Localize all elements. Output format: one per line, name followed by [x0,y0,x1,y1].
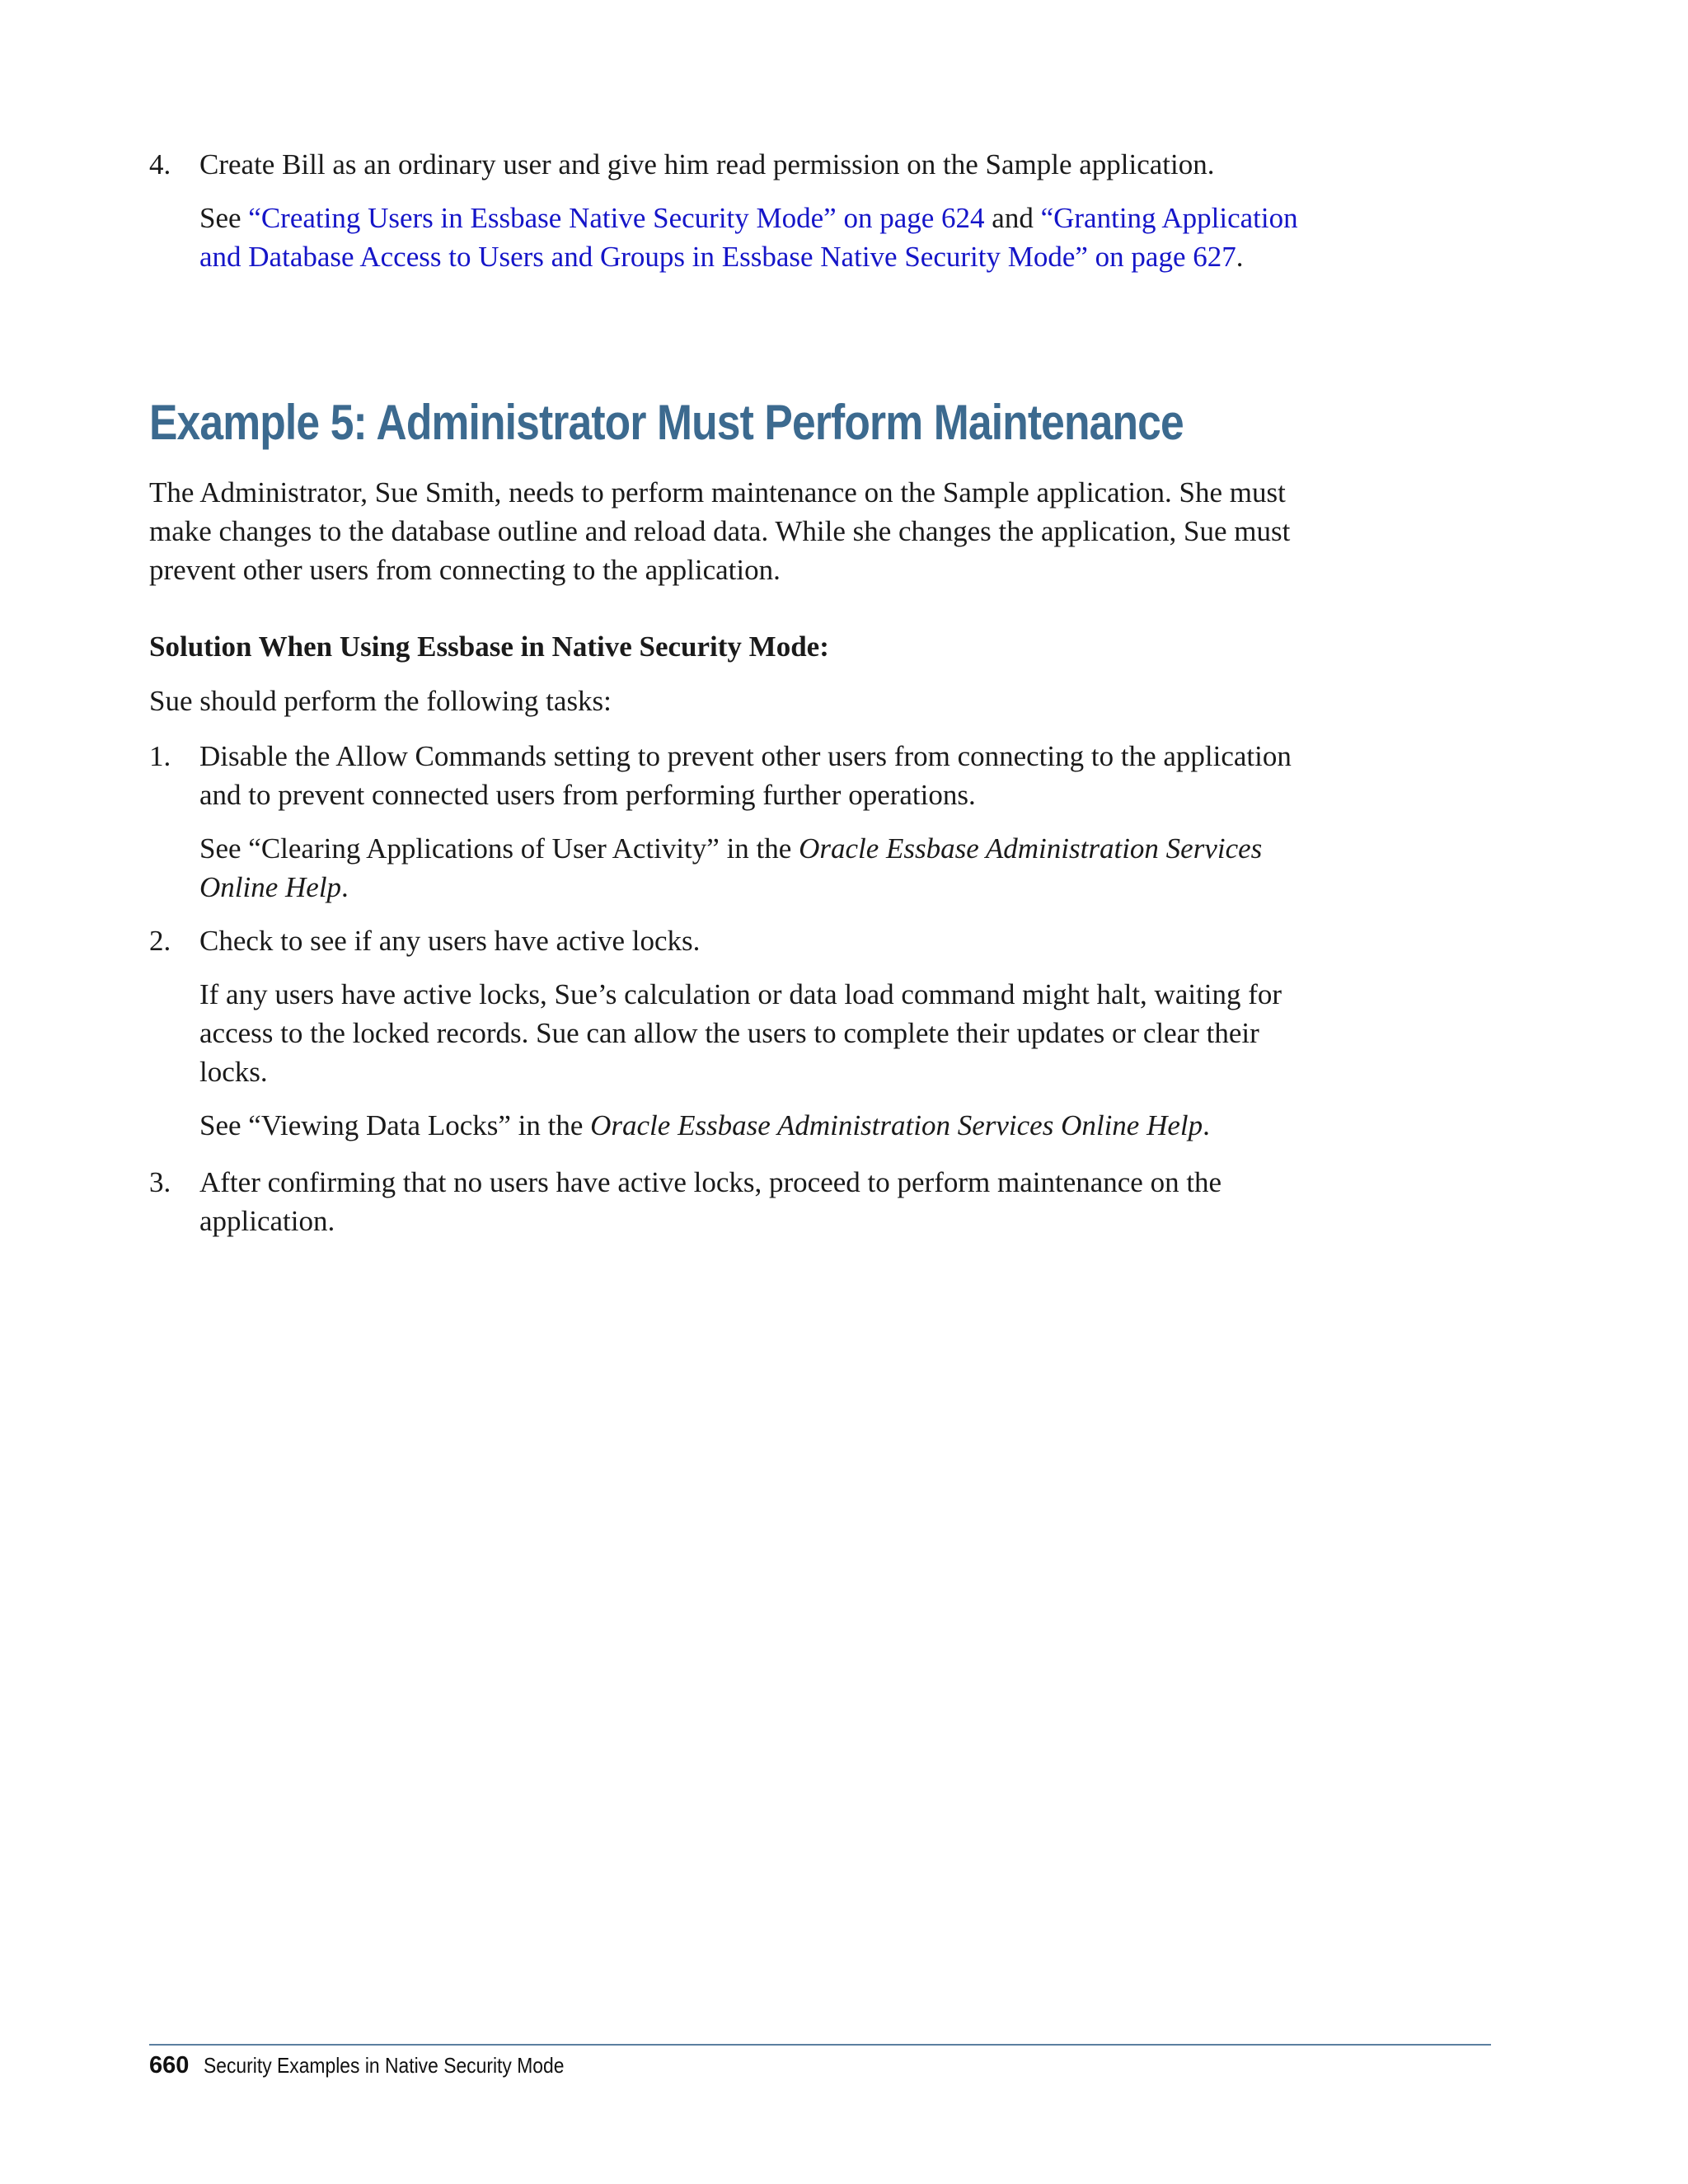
intro-block [149,473,1303,589]
step-number: 2. [149,925,171,957]
see-prefix: See “Clearing Applications of User Activity” in the [199,832,799,865]
tasks-intro: Sue should perform the following tasks: [149,685,612,717]
page-footer [149,2052,613,2079]
step-text: Create Bill as an ordinary user and give him read permission on the Sample application. [199,148,1215,180]
step-text: Disable the Allow Commands setting to prevent other users from connecting to the application and to prevent connected users from performing further operations. [199,740,1292,811]
see-italic: Oracle Essbase Administration Services Online Help [199,832,1263,903]
step-number: 1. [149,740,171,772]
step-4 [149,145,1303,276]
footer-divider [149,2044,1491,2046]
step-see-links [149,199,1303,276]
link-granting-access[interactable]: “Granting Application and Database Access to Users and Groups in Essbase Native Security Mode” on page 627 [199,202,1298,273]
step-text: Check to see if any users have active locks. [199,925,701,957]
page-number: 660 [149,2052,190,2079]
tasks-intro-block [149,682,1303,720]
see-prefix: See “Viewing Data Locks” in the [199,1109,591,1141]
step-see [149,829,1303,907]
section-heading-wrap [149,394,1303,452]
step-number: 3. [149,1166,171,1198]
link-creating-users[interactable]: “Creating Users in Essbase Native Security Mode” on page 624 [248,202,985,234]
intro-paragraph: The Administrator, Sue Smith, needs to perform maintenance on the Sample application. She must make changes to the database outline and reload data. While she changes the application, Sue must prevent other users from connecting to the application. [149,476,1291,586]
see-suffix: . [1203,1109,1210,1141]
step-2 [149,921,1303,1145]
solution-heading: Solution When Using Essbase in Native Security Mode: [149,630,829,663]
step-text: After confirming that no users have active locks, proceed to perform maintenance on the application. [199,1166,1222,1237]
footer-title: Security Examples in Native Security Mode [204,2053,565,2078]
step-3 [149,1163,1303,1240]
solution-block [149,627,1303,666]
see-italic: Oracle Essbase Administration Services Online Help [590,1109,1203,1141]
step-detail: If any users have active locks, Sue’s calculation or data load command might halt, waiting for access to the locked records. Sue can allow the users to complete their updates or clear their locks. [199,978,1282,1088]
see-suffix: . [341,871,349,903]
and-text: and [984,202,1041,234]
step-see [149,1106,1303,1145]
section-heading: Example 5: Administrator Must Perform Maintenance [149,395,1184,450]
step-1 [149,737,1303,907]
step-number: 4. [149,148,171,180]
period: . [1236,241,1244,273]
see-prefix: See [199,202,249,234]
